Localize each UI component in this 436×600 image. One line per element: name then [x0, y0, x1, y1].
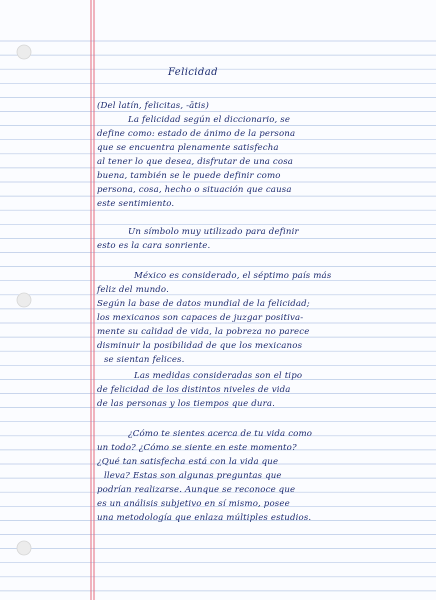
handwritten-line-9: Un símbolo muy utilizado para definir: [128, 227, 299, 237]
handwritten-line-12: feliz del mundo.: [97, 285, 169, 295]
handwritten-line-5: al tener lo que desea, disfrutar de una cosa: [97, 157, 294, 167]
handwritten-line-26: es un análisis subjetivo en sí mismo, posee: [97, 499, 290, 509]
handwritten-line-15: mente su calidad de vida, la pobreza no parece: [97, 327, 310, 337]
handwritten-line-25: podrían realizarse. Aunque se reconoce que: [97, 485, 296, 495]
handwritten-line-24: lleva? Estas son algunas preguntas que: [104, 471, 282, 481]
handwritten-line-17: se sientan felices.: [104, 355, 185, 365]
handwritten-line-4: que se encuentra plenamente satisfecha: [97, 143, 279, 153]
handwritten-line-3: define como: estado de ánimo de la persona: [97, 129, 296, 139]
handwritten-line-13: Según la base de datos mundial de la felicidad;: [97, 299, 310, 309]
handwritten-line-22: un todo? ¿Cómo se siente en este momento?: [97, 443, 297, 453]
handwritten-line-1: (Del latín, felicitas, -ātis): [97, 101, 209, 111]
punch-hole-top: [17, 45, 31, 59]
page-title: Felicidad: [168, 67, 218, 78]
handwritten-line-10: esto es la cara sonriente.: [97, 241, 211, 251]
handwritten-line-27: una metodología que enlaza múltiples estudios.: [97, 513, 312, 523]
handwritten-line-7: persona, cosa, hecho o situación que causa: [97, 185, 292, 195]
punch-hole-bottom: [17, 541, 31, 555]
handwritten-line-11: México es considerado, el séptimo país más: [134, 271, 332, 281]
punch-hole-middle: [17, 293, 31, 307]
handwritten-line-20: de las personas y los tiempos que dura.: [97, 399, 276, 409]
handwritten-line-23: ¿Qué tan satisfecha está con la vida que: [97, 457, 279, 467]
handwritten-line-2: La felicidad según el diccionario, se: [128, 115, 291, 125]
handwritten-line-8: este sentimiento.: [97, 199, 175, 209]
handwritten-line-21: ¿Cómo te sientes acerca de tu vida como: [128, 429, 313, 439]
handwritten-line-18: Las medidas consideradas son el tipo: [134, 371, 303, 381]
handwritten-line-14: los mexicanos son capaces de juzgar positiva-: [97, 313, 304, 323]
handwritten-line-19: de felicidad de los distintos niveles de vida: [97, 385, 291, 395]
handwritten-line-16: disminuir la posibilidad de que los mexicanos: [97, 341, 303, 351]
handwritten-line-6: buena, también se le puede definir como: [97, 171, 281, 181]
